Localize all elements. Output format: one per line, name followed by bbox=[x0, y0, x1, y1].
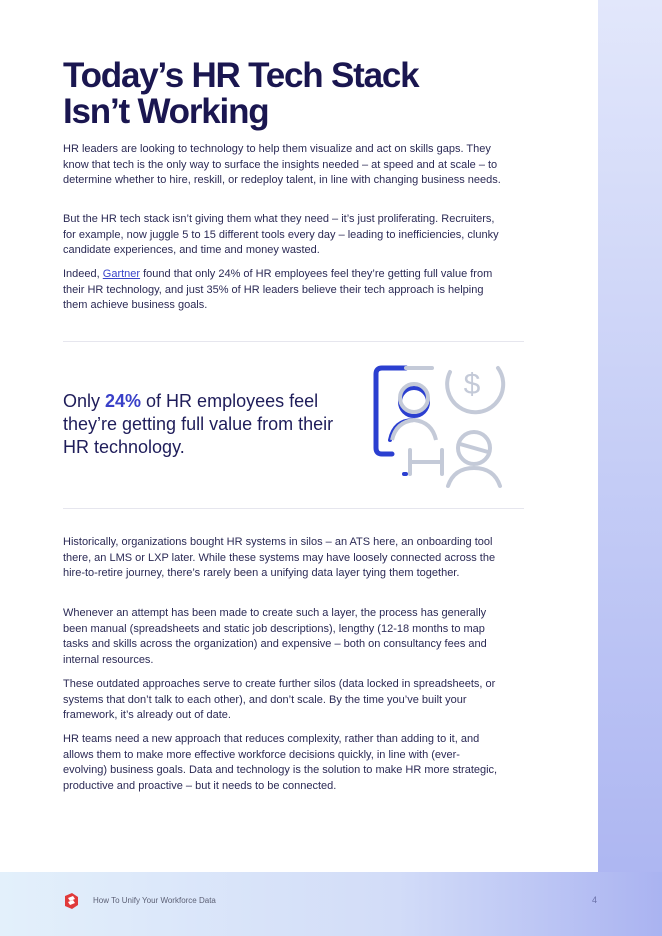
body-paragraph-2: Whenever an attempt has been made to create such a layer, the process has generally been manual (spreadsheets and static job descriptions), lengthy (12-18 months to map tasks and skills across the organization) and expensive – both on consultancy fees and internal resources. bbox=[63, 607, 487, 666]
intro-paragraph-1: HR leaders are looking to technology to help them visualize and act on skills gaps. They know that tech is the only way to surface the insights needed – at speed and at scale – to determine whether to hire, reskill, or redeploy talent, in line with changing business needs. bbox=[63, 143, 501, 186]
title-line-1: Today’s HR Tech Stack bbox=[63, 56, 419, 95]
divider-bottom bbox=[63, 508, 524, 509]
stat-callout: Only 24% of HR employees feel they’re getting full value from their HR technology. bbox=[63, 391, 334, 457]
right-decorative-band bbox=[598, 0, 662, 936]
hr-people-dollar-illustration bbox=[370, 356, 510, 496]
intro-paragraph-3: Indeed, Gartner found that only 24% of HR employees feel they’re getting full value from their HR technology, and just 35% of HR leaders believe their tech approach is helping them achieve business goals. bbox=[63, 268, 493, 311]
body-paragraph-3: These outdated approaches serve to create further silos (data locked in spreadsheets, or systems that don’t talk to each other), and don’t scale. By the time you’ve built your framework, it’s already out of date. bbox=[63, 678, 496, 721]
brand-logo-icon bbox=[62, 892, 80, 910]
body-paragraph-4: HR teams need a new approach that reduces complexity, rather than adding to it, and allows them to make more effective workforce decisions quickly, in line with (ever-evolving) business goals. Data and technology is the solution to make HR more strategic, productive and proactive – but it needs to be connected. bbox=[63, 733, 498, 792]
page-title bbox=[63, 58, 503, 130]
footer-title: How To Unify Your Workforce Data bbox=[93, 896, 216, 905]
gartner-link[interactable]: Gartner bbox=[102, 268, 141, 280]
intro-paragraph-2: But the HR tech stack isn’t giving them what they need – it’s just proliferating. Recruiters, for example, now juggle 5 to 15 different tools every day – leading to inefficiencies, clunky candidate experiences, and time and money wasted. bbox=[63, 213, 499, 256]
page-number: 4 bbox=[592, 895, 598, 905]
body-paragraph-1: Historically, organizations bought HR systems in silos – an ATS here, an onboarding tool there, an LMS or LXP later. While these systems may have loosely connected across the hire-to-retire journey, there’s rarely been a unifying data layer tying them together. bbox=[63, 536, 496, 579]
divider-top bbox=[63, 341, 524, 342]
svg-text:$: $ bbox=[463, 368, 481, 401]
stat-highlight: 24% bbox=[105, 391, 142, 411]
title-line-2: Isn’t Working bbox=[63, 92, 269, 131]
